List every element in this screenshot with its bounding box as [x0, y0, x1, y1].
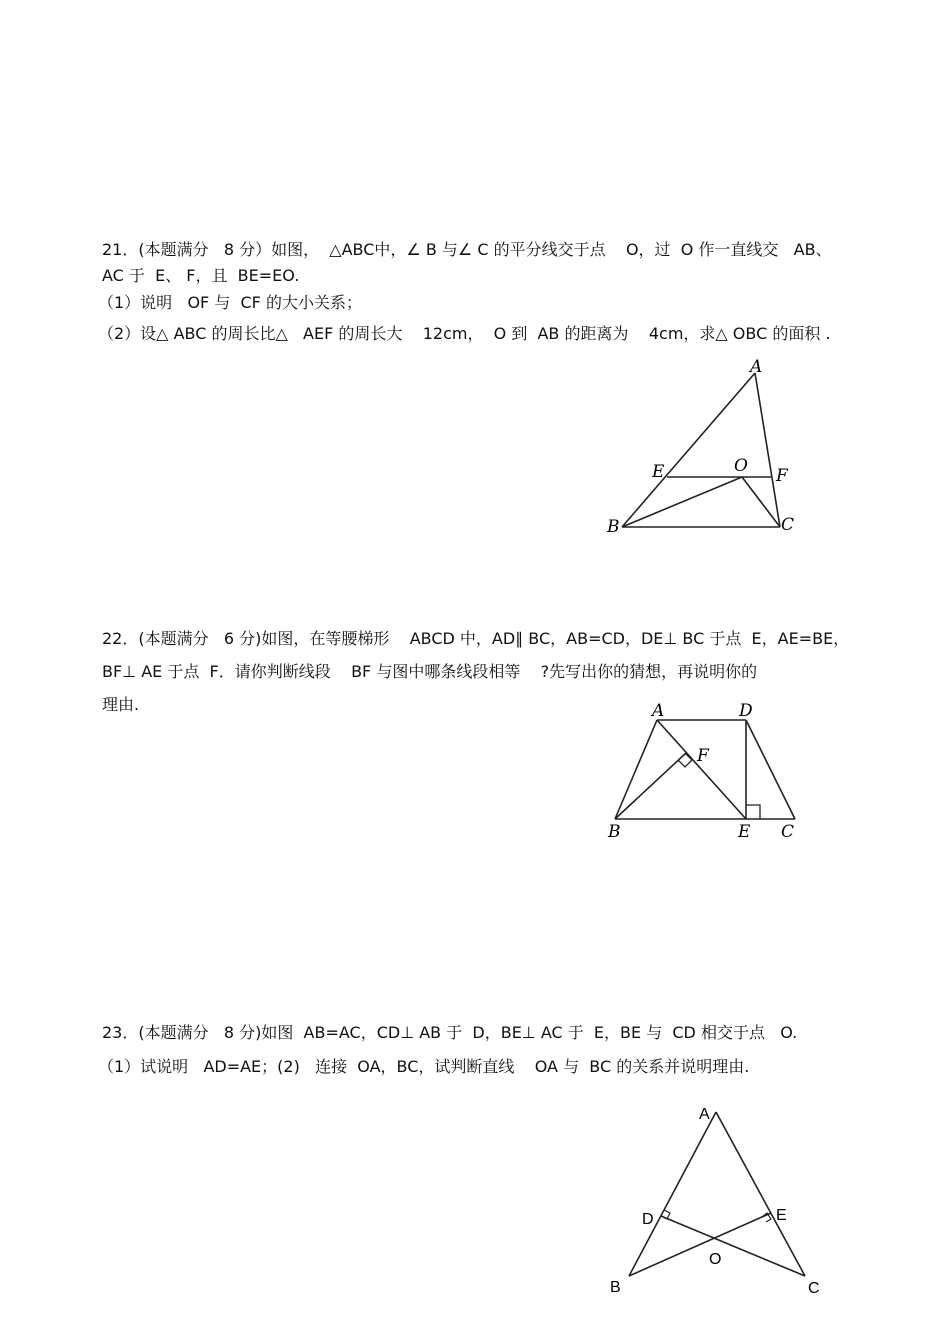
q21-line-3: （1）说明 OF 与 CF 的大小关系； — [98, 293, 362, 312]
q21-line-2: AC 于 E、 F，且 BE=EO. — [102, 266, 300, 285]
q23-segment-ab — [629, 1112, 716, 1276]
q23-line-2: （1）试说明 AD=AE；(2) 连接 OA，BC，试判断直线 OA 与 BC 的关系并说明理由. — [98, 1057, 750, 1076]
q22-segment-ab — [615, 720, 657, 819]
q22-label-a: A — [652, 701, 665, 721]
q23-label-a: A — [699, 1106, 710, 1123]
q22-line-1: 22．(本题满分 6 分)如图，在等腰梯形 ABCD 中，AD∥ BC，AB=CD，DE⊥ BC 于点 E，AE=BE， — [102, 629, 850, 648]
q22-label-d: D — [739, 701, 753, 721]
q21-label-f: F — [776, 466, 788, 486]
q22-line-3: 理由. — [102, 695, 140, 714]
q21-segment-ab — [622, 373, 755, 527]
q21-line-4: （2）设△ ABC 的周长比△ AEF 的周长大 12cm， O 到 AB 的距离为 4cm，求△ OBC 的面积 . — [98, 324, 831, 343]
q23-label-c: C — [808, 1280, 820, 1297]
q22-segment-dc — [746, 720, 795, 819]
q22-label-c: C — [781, 822, 795, 842]
q22-label-f: F — [697, 746, 709, 766]
q21-label-c: C — [781, 515, 795, 535]
q22-right-angle-f — [678, 753, 692, 767]
q22-figure — [600, 698, 810, 846]
q23-label-e: E — [776, 1207, 787, 1224]
q21-figure — [600, 355, 810, 540]
q22-label-e: E — [738, 822, 751, 842]
q22-label-b: B — [608, 822, 621, 842]
q21-segment-bo — [622, 477, 742, 527]
q21-label-e: E — [652, 462, 665, 482]
q21-segment-ac — [755, 373, 780, 527]
q23-segment-ac — [716, 1112, 805, 1276]
q22-segment-bf — [615, 753, 686, 819]
q23-segment-dc — [661, 1216, 805, 1276]
q23-figure — [595, 1098, 835, 1298]
q21-label-o: O — [734, 456, 748, 476]
q23-label-b: B — [610, 1279, 621, 1296]
q23-line-1: 23．(本题满分 8 分)如图 AB=AC，CD⊥ AB 于 D，BE⊥ AC 于 E，BE 与 CD 相交于点 O. — [102, 1023, 798, 1042]
q23-label-o: O — [709, 1251, 722, 1268]
q21-segment-oc — [742, 477, 780, 527]
q22-line-2: BF⊥ AE 于点 F．请你判断线段 BF 与图中哪条线段相等 ?先写出你的猜想，再说明你的 — [102, 662, 758, 681]
q22-segment-ae — [657, 720, 746, 819]
q21-label-b: B — [607, 517, 620, 537]
q21-label-a: A — [750, 357, 763, 377]
q23-label-d: D — [642, 1211, 654, 1228]
q21-line-1: 21．(本题满分 8 分）如图， △ABC中，∠ B 与∠ C 的平分线交于点 O，过 O 作一直线交 AB、 — [102, 240, 832, 259]
q22-right-angle-e — [746, 805, 760, 819]
